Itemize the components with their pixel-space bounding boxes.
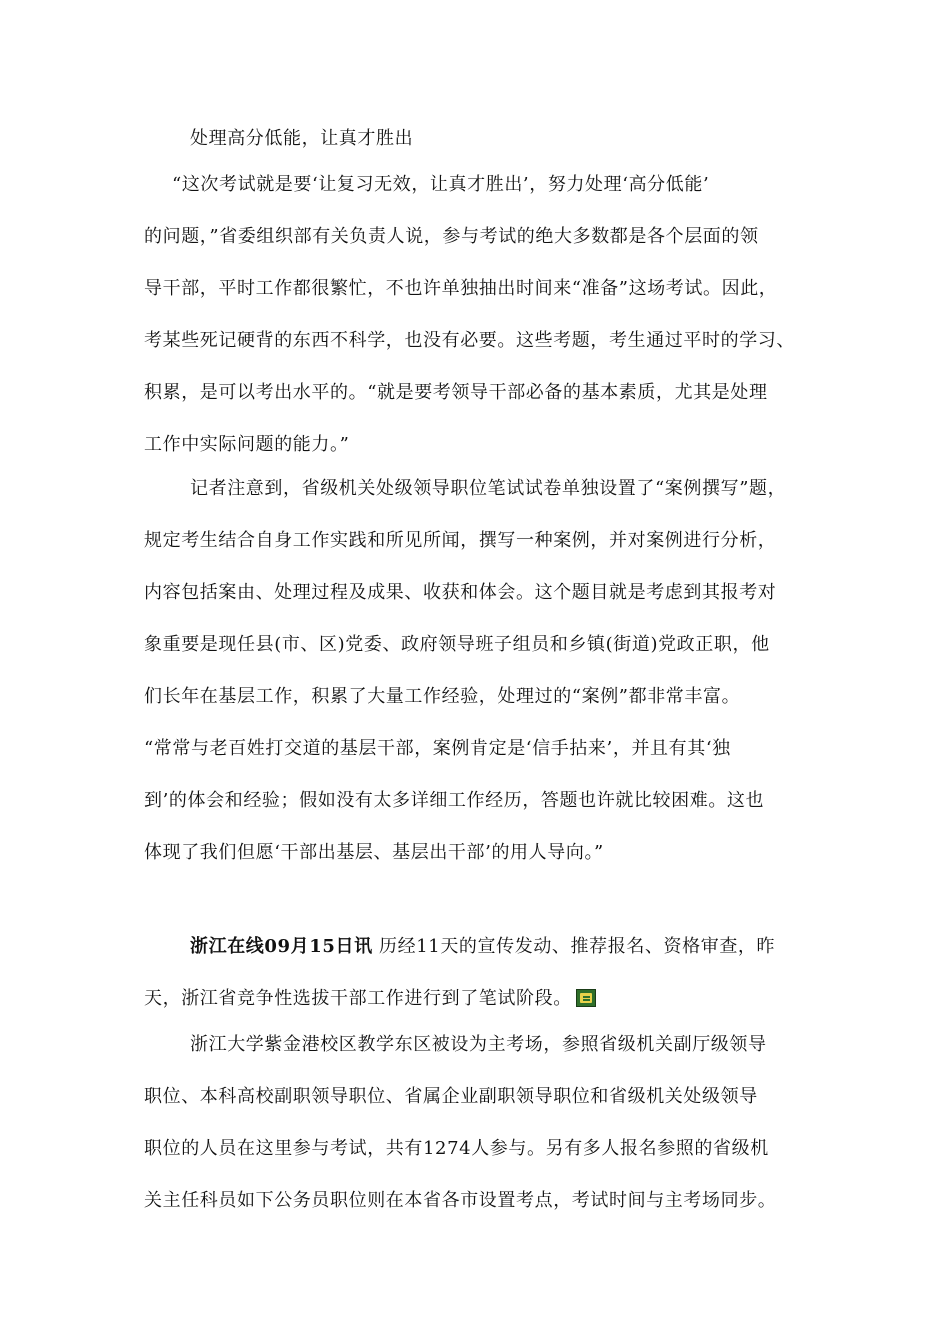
- text-line: 浙江大学紫金港校区教学东区被设为主考场，参照省级机关副厅级领导: [190, 1034, 767, 1055]
- text-line: 象重要是现任县(市、区)党委、政府领导班子组员和乡镇(街道)党政正职，他: [144, 634, 770, 655]
- text-line: 的问题，”省委组织部有关负责人说，参与考试的绝大多数都是各个层面的领: [144, 226, 759, 247]
- text-line: 记者注意到，省级机关处级领导职位笔试试卷单独设置了“案例撰写”题，: [190, 478, 787, 499]
- text-span: 历经11天的宣传发动、推荐报名、资格审查，昨: [372, 936, 776, 957]
- text-line: 考某些死记硬背的东西不科学，也没有必要。这些考题，考生通过平时的学习、: [144, 330, 795, 351]
- text-line: 导干部，平时工作都很繁忙，不也许单独抽出时间来“准备”这场考试。因此，: [144, 278, 778, 299]
- text-line: 到’的体会和经验；假如没有太多详细工作经历，答题也许就比较困难。这也: [144, 790, 765, 811]
- news-source: 浙江在线09月15日讯: [190, 936, 373, 957]
- text-span: 天，浙江省竞争性选拔干部工作进行到了笔试阶段。: [144, 988, 572, 1009]
- text-line: 体现了我们但愿‘干部出基层、基层出干部’的用人导向。”: [144, 842, 604, 863]
- text-line: “常常与老百姓打交道的基层干部，案例肯定是‘信手拈来’，并且有其‘独: [144, 738, 731, 759]
- article-heading: 处理高分低能，让真才胜出: [190, 128, 414, 149]
- text-line: 内容包括案由、处理过程及成果、收获和体会。这个题目就是考虑到其报考对: [144, 582, 777, 603]
- text-line: [190, 934, 775, 960]
- text-line: 职位的人员在这里参与考试，共有1274人参与。另有多人报名参照的省级机: [144, 1138, 769, 1159]
- text-line: 关主任科员如下公务员职位则在本省各市设置考点，考试时间与主考场同步。: [144, 1190, 777, 1211]
- text-line: 积累，是可以考出水平的。“就是要考领导干部必备的基本素质，尤其是处理: [144, 382, 768, 403]
- text-line: 职位、本科高校副职领导职位、省属企业副职领导职位和省级机关处级领导: [144, 1086, 758, 1107]
- text-line: “这次考试就是要‘让复习无效，让真才胜出’，努力处理‘高分低能’: [172, 174, 710, 195]
- text-line: 们长年在基层工作，积累了大量工作经验，处理过的“案例”都非常丰富。: [144, 686, 741, 707]
- text-line: 规定考生结合自身工作实践和所见所闻，撰写一种案例，并对案例进行分析，: [144, 530, 777, 551]
- text-line: 工作中实际问题的能力。”: [144, 434, 350, 455]
- text-line: [144, 986, 596, 1012]
- document-icon[interactable]: [576, 989, 596, 1007]
